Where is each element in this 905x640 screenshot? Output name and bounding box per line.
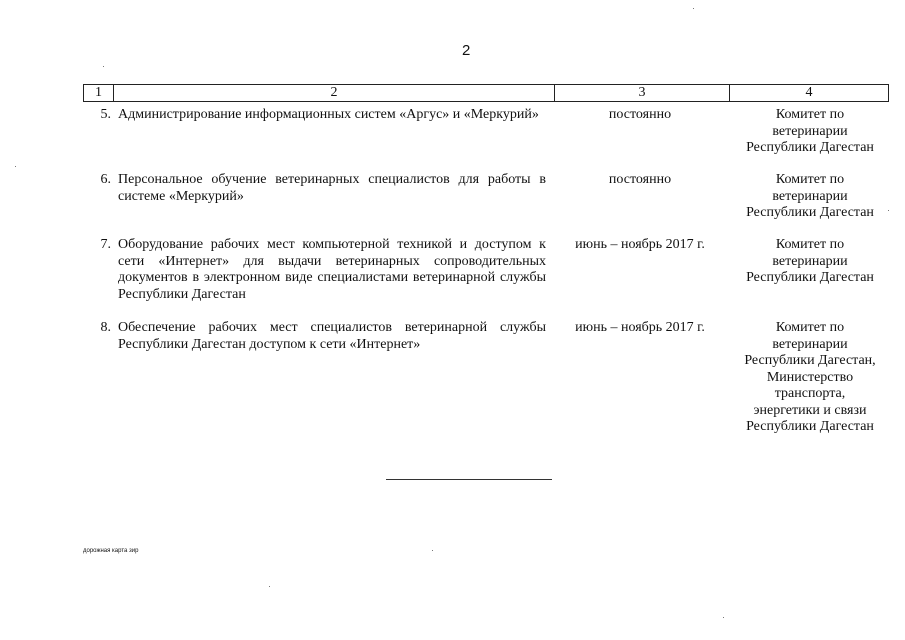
- row-description: Администрирование информационных систем «Аргус» и «Меркурий»: [118, 107, 539, 122]
- row-responsible: Комитет по ветеринарии Республики Дагестан, Министерство транспорта, энергетики и связи Республики Дагестан: [744, 320, 876, 434]
- scan-speck: [888, 210, 889, 211]
- scan-speck: [103, 66, 104, 67]
- scan-speck: [432, 550, 433, 551]
- scan-speck: [693, 8, 694, 9]
- end-separator-line: [386, 479, 552, 480]
- footer-note: дорожная карта зир: [83, 548, 139, 554]
- row-responsible: Комитет по ветеринарии Республики Дагестан: [746, 172, 874, 220]
- row-description: Оборудование рабочих мест компьютерной техникой и доступом к сети «Интернет» для выдачи ветеринарных сопроводительных документов в электронном виде специалистами ветеринарной службы Республики Дагестан: [118, 237, 546, 302]
- row-period: июнь – ноябрь 2017 г.: [575, 320, 705, 335]
- row-period: постоянно: [608, 172, 672, 187]
- row-number: 5.: [100, 107, 111, 122]
- row-number: 7.: [100, 237, 111, 252]
- row-number: 8.: [100, 320, 111, 335]
- column-number-1: 1: [84, 85, 114, 101]
- scan-speck: [15, 166, 16, 167]
- row-number: 6.: [100, 172, 111, 187]
- scan-speck: [723, 617, 724, 618]
- row-responsible: Комитет по ветеринарии Республики Дагестан: [746, 237, 874, 285]
- column-number-2: 2: [114, 85, 555, 101]
- page-number: 2: [462, 42, 471, 59]
- row-responsible: Комитет по ветеринарии Республики Дагестан: [746, 107, 874, 155]
- table-column-numbers: [83, 84, 889, 102]
- row-description: Обеспечение рабочих мест специалистов ветеринарной службы Республики Дагестан доступом к сети «Интернет»: [118, 320, 546, 352]
- row-period: июнь – ноябрь 2017 г.: [575, 237, 705, 252]
- column-number-4: 4: [805, 85, 813, 100]
- column-number-3: 3: [555, 85, 730, 101]
- row-period: постоянно: [608, 107, 672, 122]
- scan-speck: [269, 586, 270, 587]
- row-description: Персональное обучение ветеринарных специалистов для работы в системе «Меркурий»: [118, 172, 546, 204]
